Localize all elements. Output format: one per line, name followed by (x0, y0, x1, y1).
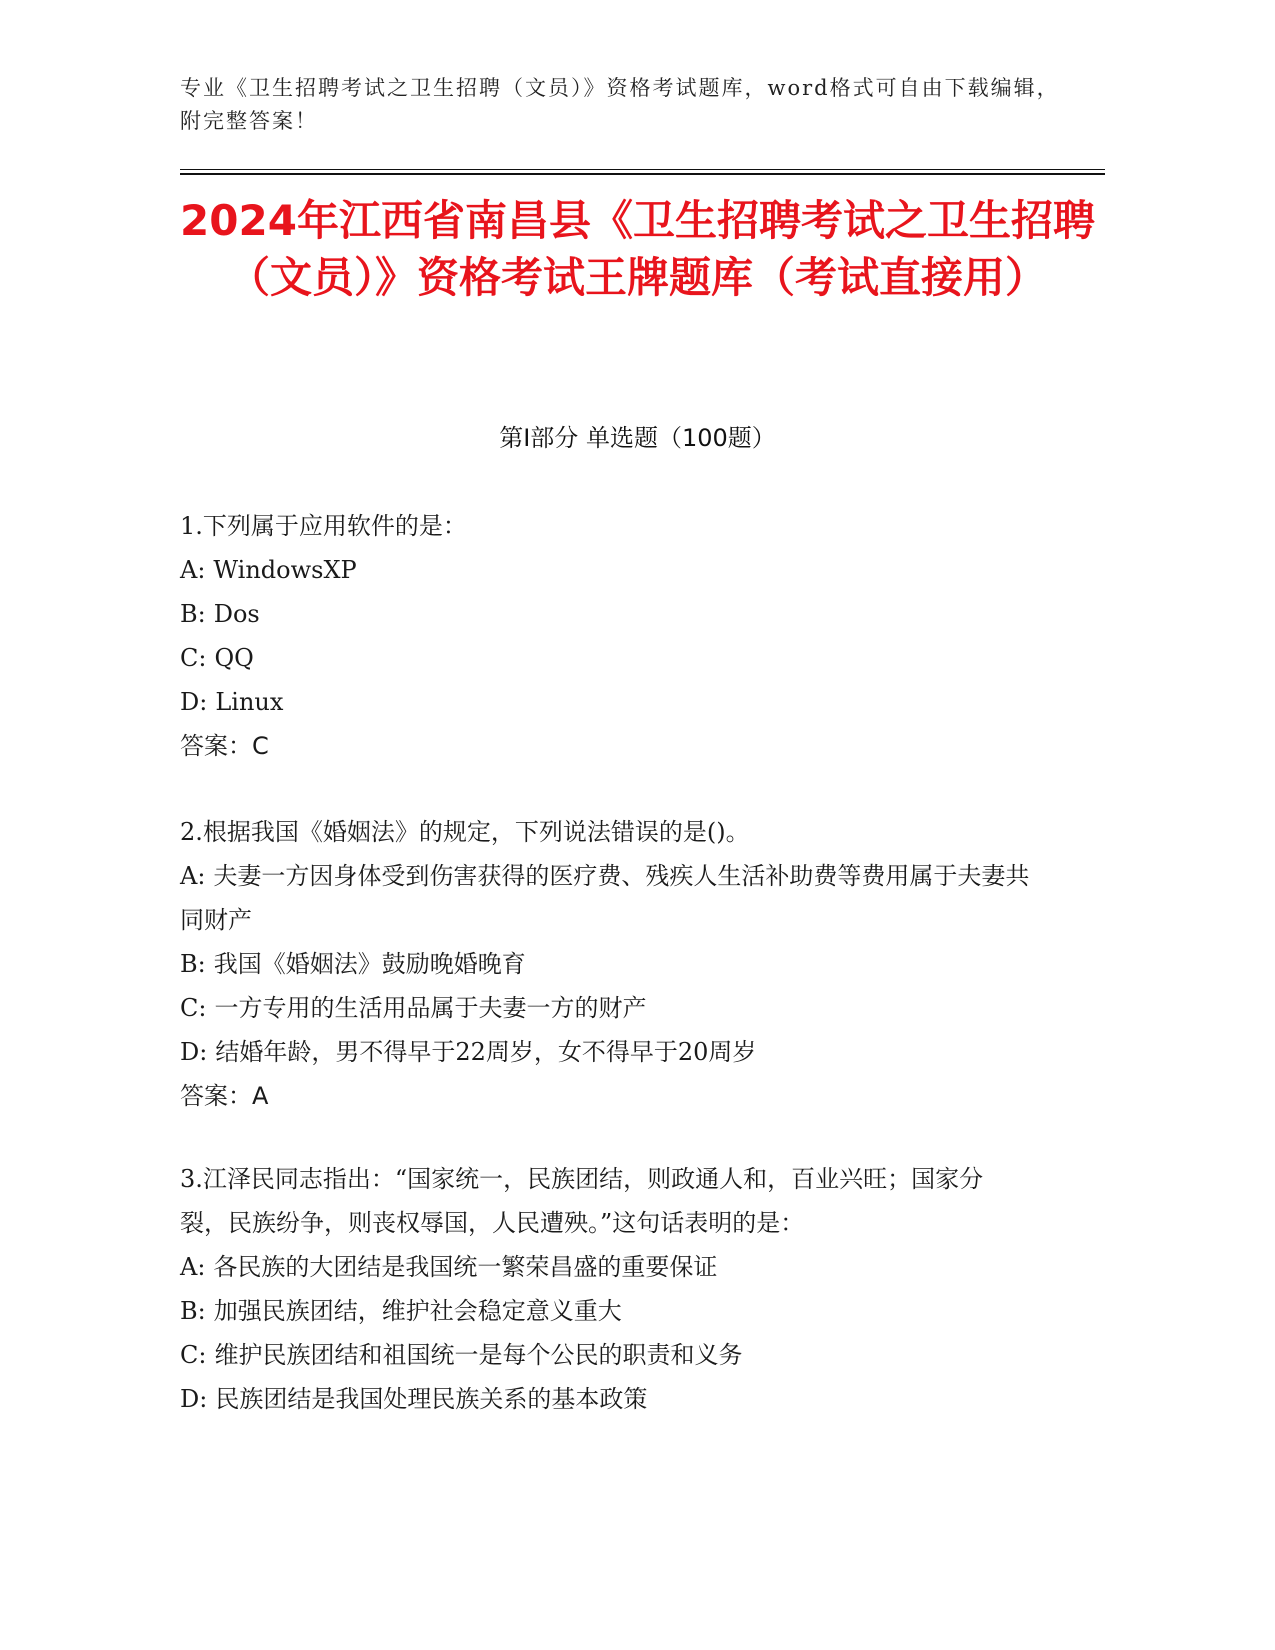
question-stem: 1.下列属于应用软件的是： (180, 512, 467, 540)
option-label: D: (180, 1038, 208, 1066)
option-label: B: (180, 600, 206, 628)
option-c (180, 1333, 1030, 1377)
option-text: Linux (215, 688, 284, 716)
answer-line: 答案：A (180, 1082, 269, 1110)
option-text: 我国《婚姻法》鼓励晚婚晚育 (213, 950, 526, 978)
option-a (180, 1245, 1030, 1289)
option-label: A: (180, 1253, 206, 1281)
header-divider-thin (180, 169, 1105, 170)
option-b (180, 1289, 1030, 1333)
section-title: 第Ⅰ部分 单选题（100题） (499, 424, 776, 452)
document-title: 2024年江西省南昌县《卫生招聘考试之卫生招聘（文员）》资格考试王牌题库（考试直接用） (180, 196, 1095, 302)
question-stem: 2.根据我国《婚姻法》的规定，下列说法错误的是()。 (180, 818, 750, 846)
answer-line: 答案：C (180, 732, 269, 760)
question-2 (180, 810, 1030, 1118)
option-text: 结婚年龄，男不得早于22周岁，女不得早于20周岁 (215, 1038, 757, 1066)
option-label: A: (180, 862, 206, 890)
option-text: 加强民族团结，维护社会稳定意义重大 (213, 1297, 622, 1325)
option-a (180, 854, 1030, 942)
option-text: 各民族的大团结是我国统一繁荣昌盛的重要保证 (213, 1253, 718, 1281)
option-text: WindowsXP (213, 556, 357, 584)
question-3 (180, 1157, 1030, 1421)
option-text: 一方专用的生活用品属于夫妻一方的财产 (214, 994, 647, 1022)
option-label: C: (180, 1341, 207, 1369)
option-text: QQ (214, 644, 254, 672)
question-1 (180, 504, 1030, 768)
option-label: C: (180, 994, 207, 1022)
option-label: C: (180, 644, 207, 672)
option-b (180, 592, 1030, 636)
option-c (180, 986, 1030, 1030)
option-b (180, 942, 1030, 986)
option-text: Dos (213, 600, 260, 628)
question-stem: 3.江泽民同志指出：“国家统一，民族团结，则政通人和，百业兴旺；国家分裂，民族纷争，则丧权辱国，人民遭殃。”这句话表明的是： (180, 1165, 984, 1237)
option-label: D: (180, 1385, 208, 1413)
option-d (180, 680, 1030, 724)
option-text: 维护民族团结和祖国统一是每个公民的职责和义务 (214, 1341, 743, 1369)
header-divider-thick (180, 173, 1105, 175)
option-label: A: (180, 556, 206, 584)
option-d (180, 1377, 1030, 1421)
option-c (180, 636, 1030, 680)
header-note: 专业《卫生招聘考试之卫生招聘（文员）》资格考试题库，word格式可自由下载编辑，附完整答案！ (180, 76, 1060, 133)
option-text: 民族团结是我国处理民族关系的基本政策 (215, 1385, 648, 1413)
option-d (180, 1030, 1030, 1074)
option-label: B: (180, 1297, 206, 1325)
option-text: 夫妻一方因身体受到伤害获得的医疗费、残疾人生活补助费等费用属于夫妻共同财产 (180, 862, 1030, 934)
option-label: D: (180, 688, 208, 716)
option-label: B: (180, 950, 206, 978)
option-a (180, 548, 1030, 592)
